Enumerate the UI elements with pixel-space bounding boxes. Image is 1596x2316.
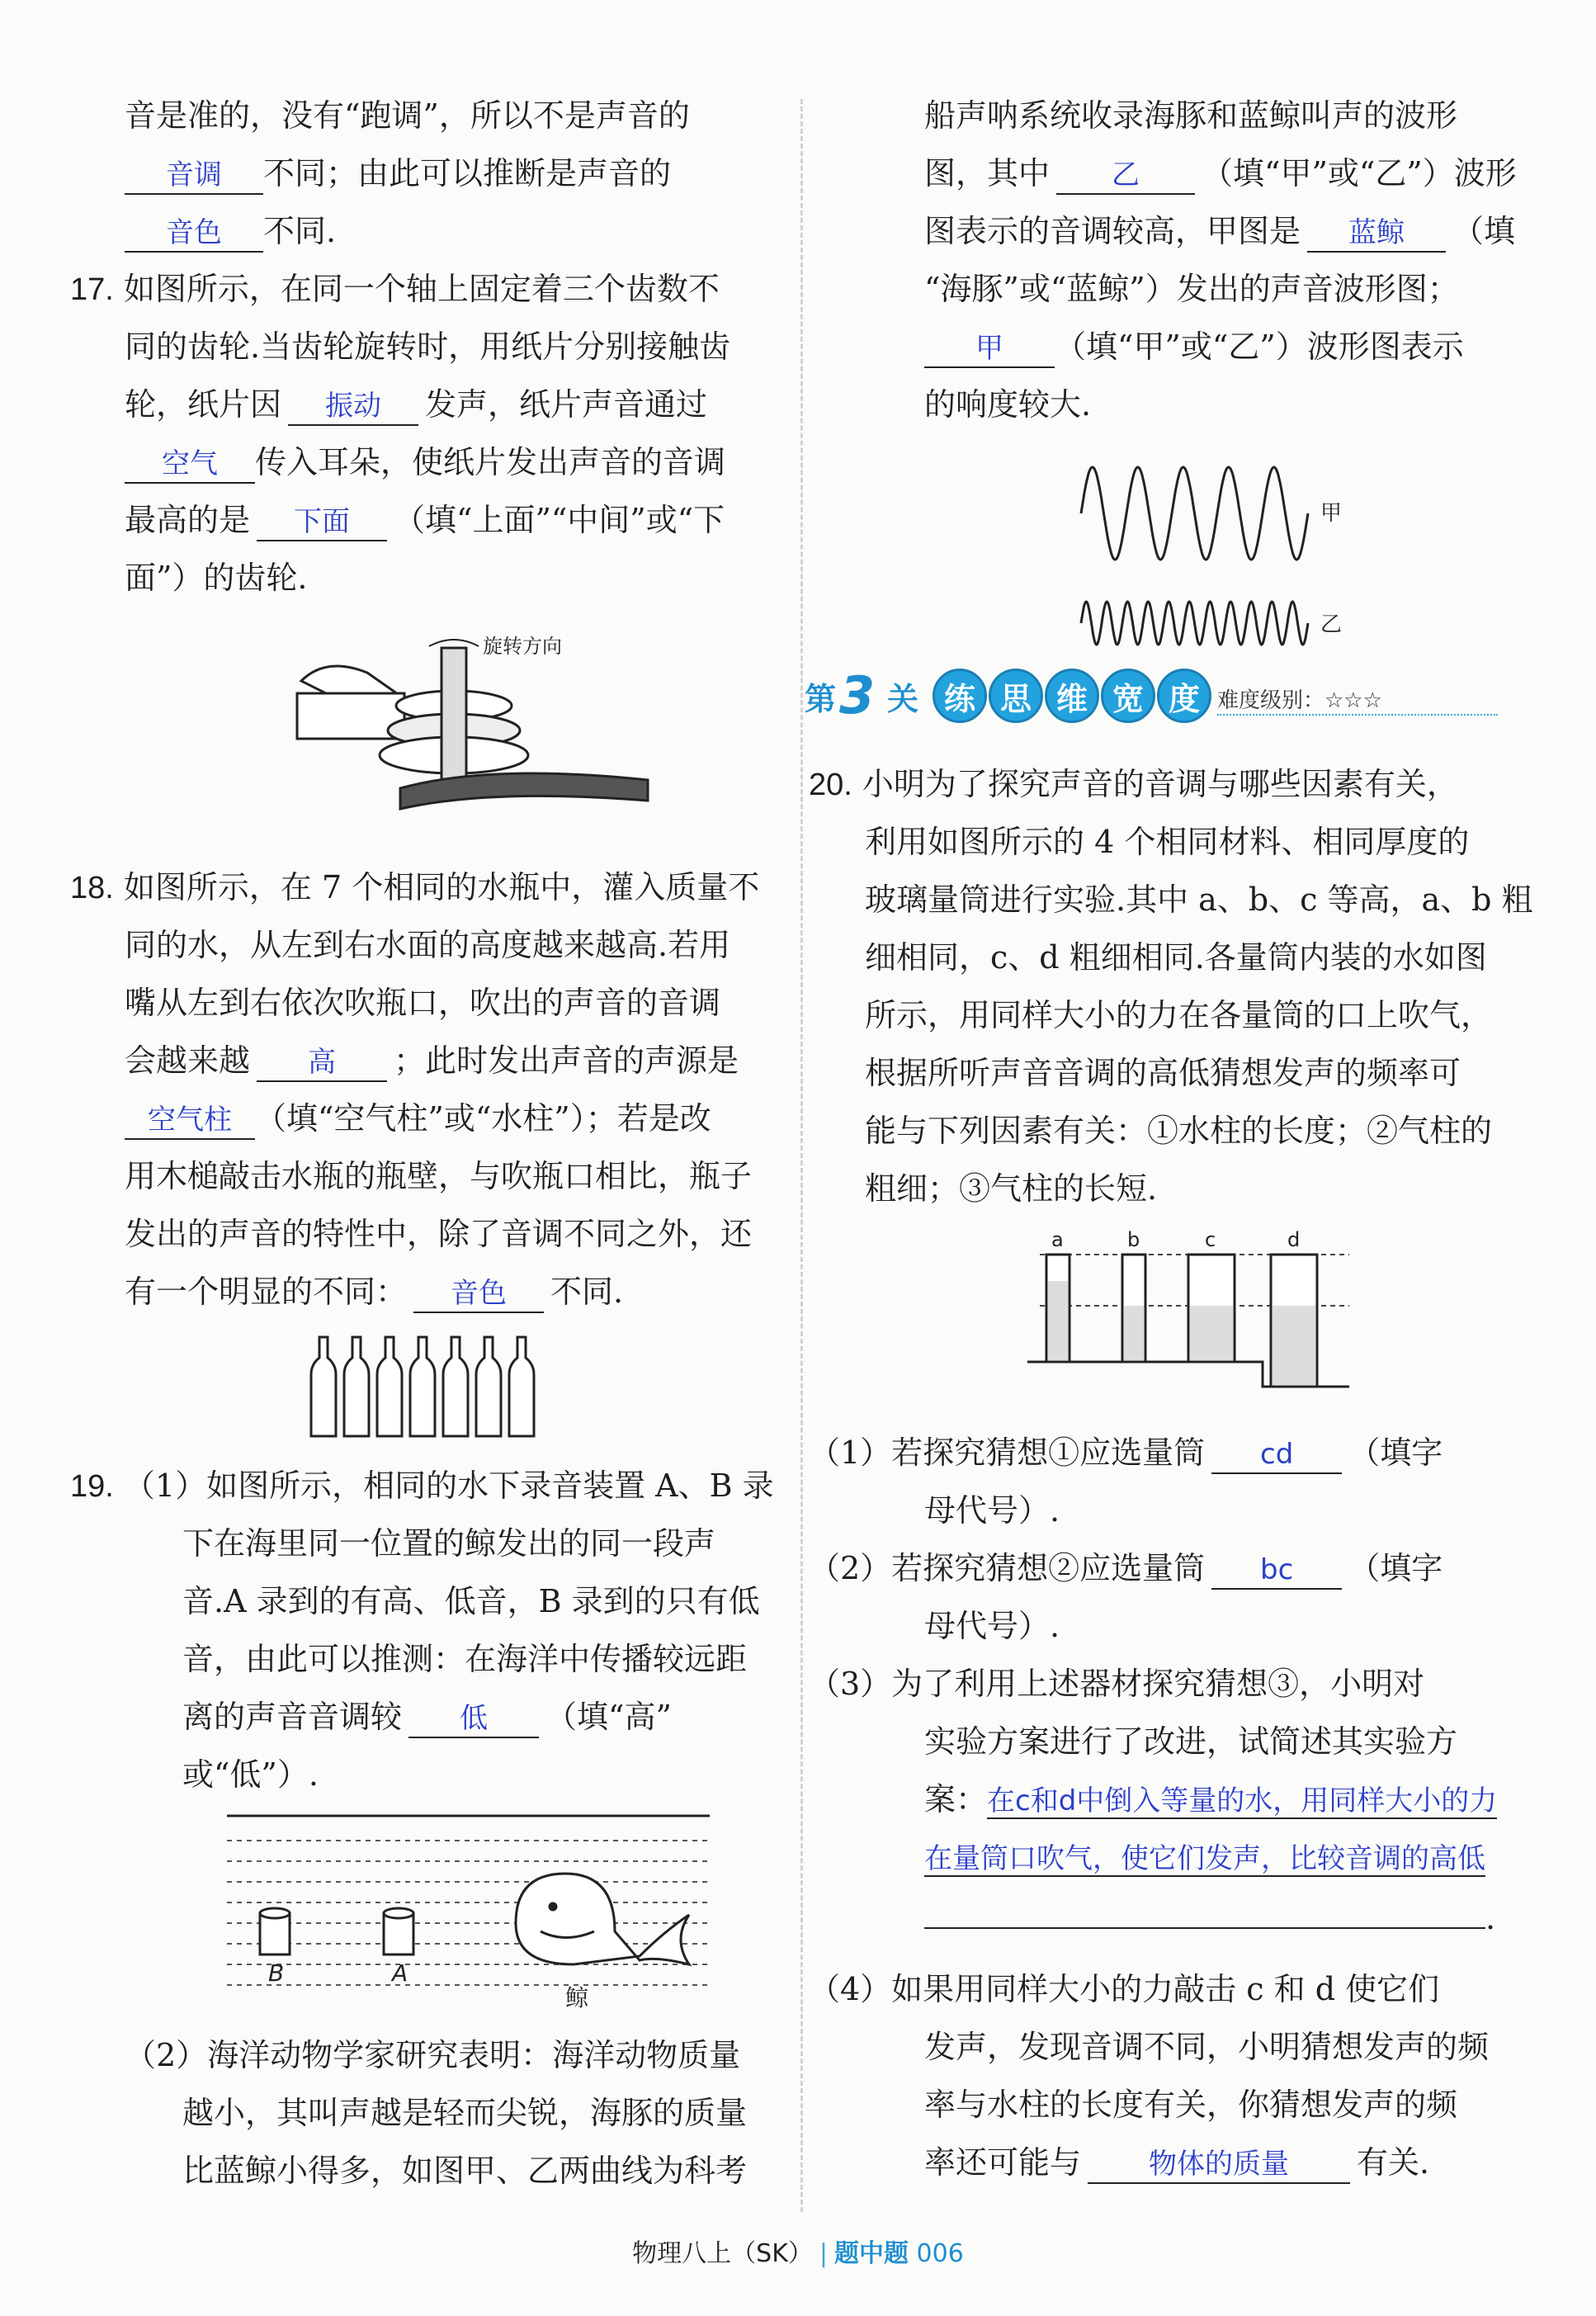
q20-answer-2: bc <box>1211 1552 1342 1590</box>
q19-right-line-5: 甲 （填“甲”或“乙”）波形图表示 <box>924 326 1464 368</box>
waveform-yi-label: 乙 <box>1320 612 1343 637</box>
q16-answer-2: 音色 <box>125 215 263 253</box>
q20-line-4: 细相同，c、d 粗细相同.各量筒内装的水如图 <box>865 939 1487 976</box>
bottle <box>476 1337 501 1436</box>
section-title-char: 宽 <box>1101 669 1155 723</box>
q19-right-line-2: 图，其中 乙 （填“甲”或“乙”）波形 <box>924 153 1517 195</box>
q17-line-2: 同的齿轮.当齿轮旋转时，用纸片分别接触齿 <box>125 328 731 365</box>
section-dotted-rule <box>1217 714 1498 716</box>
footer-separator: | <box>819 2239 828 2268</box>
water-lines <box>227 1841 710 1985</box>
q17-line-4: 空气 传入耳朵，使纸片发出声音的音调 <box>125 442 725 484</box>
q20-sub2-line-2: 母代号）. <box>924 1608 1060 1644</box>
footer-book-title: 物理八上（SK） <box>632 2239 813 2268</box>
bottle <box>509 1337 534 1436</box>
q18-line-7: 发出的声音的特性中，除了音调不同之外，还 <box>125 1216 753 1252</box>
q18-number: 18. <box>70 871 114 905</box>
section-di: 第 <box>805 681 837 717</box>
svg-text:d: d <box>1287 1230 1301 1251</box>
q17-number: 17. <box>70 272 114 307</box>
q20-answer-3a: 在c和d中倒入等量的水，用同样大小的力 <box>987 1784 1498 1817</box>
page-footer <box>0 2233 1596 2269</box>
recorder-B <box>260 1908 290 1954</box>
q20-answer-3b: 在量筒口吹气，使它们发声，比较音调的高低 <box>924 1842 1485 1875</box>
footer-page-number: 006 <box>916 2239 964 2268</box>
q17-answer-1: 振动 <box>288 388 418 426</box>
q20-number: 20. <box>809 768 852 802</box>
q17-answer-2: 空气 <box>125 446 255 484</box>
q20-line-5: 所示，用同样大小的力在各量筒的口上吹气， <box>865 997 1493 1033</box>
footer-brand: 题中题 <box>834 2239 909 2268</box>
q18-answer-2: 空气柱 <box>125 1102 255 1140</box>
q20-line-3: 玻璃量筒进行实验.其中 a、b、c 等高，a、b 粗 <box>865 881 1533 918</box>
bottle <box>377 1337 402 1436</box>
q19-right-line-6: 的响度较大. <box>924 386 1092 423</box>
svg-text:a: a <box>1051 1230 1064 1251</box>
q19-line-6: 或“低”）. <box>182 1756 319 1793</box>
bottle <box>443 1337 468 1436</box>
q20-sub3-line-1: （3）为了利用上述器材探究猜想③，小明对 <box>809 1666 1425 1702</box>
q20-sub3-line-3: 案：在c和d中倒入等量的水，用同样大小的力 <box>924 1781 1498 1817</box>
section-title-char: 维 <box>1045 669 1099 723</box>
q16-line-3: 音色 不同. <box>125 210 336 253</box>
q20-sub1-line-1: （1）若探究猜想①应选量筒 cd （填字 <box>809 1432 1443 1474</box>
q19-p2-line-3: 比蓝鲸小得多，如图甲、乙两曲线为科考 <box>182 2153 748 2189</box>
waveform-jia-label: 甲 <box>1320 501 1343 526</box>
whale <box>516 1874 689 1964</box>
bottle <box>344 1337 369 1436</box>
q20-answer-4: 物体的质量 <box>1088 2146 1350 2184</box>
ocean-figure <box>227 1808 722 2014</box>
q20-sub4-line-1: （4）如果用同样大小的力敲击 c 和 d 使它们 <box>809 1971 1440 2007</box>
rotation-arrow <box>429 640 479 646</box>
section-guan: 关 <box>887 681 919 717</box>
q20-line-6: 根据所听声音音调的高低猜想发声的频率可 <box>865 1055 1461 1091</box>
q18-line-1: 18. 如图所示，在 7 个相同的水瓶中，灌入质量不 <box>70 869 760 905</box>
q16-line-2: 音调 不同；由此可以推断是声音的 <box>125 153 671 195</box>
gear-stack <box>380 648 648 809</box>
gear-figure <box>276 623 656 813</box>
svg-text:b: b <box>1127 1230 1140 1251</box>
recorder-A-label: A <box>392 1959 408 1987</box>
tube-c <box>1188 1230 1235 1362</box>
tube-a <box>1046 1230 1070 1362</box>
q20-line-1: 20. 小明为了探究声音的音调与哪些因素有关， <box>809 766 1458 802</box>
recorder-A <box>384 1908 413 1954</box>
section-title <box>933 669 1211 721</box>
q18-answer-3: 音色 <box>413 1275 544 1313</box>
waveform-figure <box>1073 454 1353 669</box>
tube-b <box>1122 1230 1145 1362</box>
q19-p2-line-2: 越小，其叫声越是轻而尖锐，海豚的质量 <box>182 2095 748 2131</box>
q20-answer-1: cd <box>1211 1436 1342 1474</box>
q19-line-5: 离的声音音调较 低 （填“高” <box>182 1696 672 1738</box>
bottle <box>410 1337 435 1436</box>
section-title-char: 度 <box>1157 669 1211 723</box>
q19-answer-2: 乙 <box>1056 157 1195 195</box>
q20-sub3-line-2: 实验方案进行了改进，试简述其实验方 <box>924 1723 1458 1760</box>
tube-d <box>1271 1230 1317 1387</box>
q19-answer-4: 甲 <box>924 330 1055 368</box>
column-divider <box>800 99 803 2212</box>
q19-line-2: 下在海里同一位置的鲸发出的同一段声 <box>182 1525 716 1562</box>
difficulty-level: 难度级别：☆☆☆ <box>1217 688 1382 713</box>
q19-right-line-3: 图表示的音调较高，甲图是 蓝鲸 （填 <box>924 210 1515 253</box>
q18-line-6: 用木槌敲击水瓶的瓶壁，与吹瓶口相比，瓶子 <box>125 1158 753 1194</box>
q18-line-8: 有一个明显的不同： 音色 不同. <box>125 1271 623 1313</box>
q20-blank-line <box>924 1894 1485 1929</box>
q17-line-6: 面”）的齿轮. <box>125 560 308 596</box>
q20-sub3-line-4 <box>924 1836 1485 1878</box>
recorder-B-label: B <box>268 1959 285 1987</box>
q19-number: 19. <box>70 1469 114 1504</box>
section-title-char: 练 <box>933 669 987 723</box>
waveform-yi <box>1081 602 1308 645</box>
section-number: 3 <box>839 665 876 726</box>
q16-line-1: 音是准的，没有“跑调”，所以不是声音的 <box>125 97 690 134</box>
q19-line-4: 音，由此可以推测：在海洋中传播较远距 <box>182 1641 748 1677</box>
q20-sub4-line-2: 发声，发现音调不同，小明猜想发声的频 <box>924 2029 1490 2065</box>
q19-line-1: 19. （1）如图所示，相同的水下录音装置 A、B 录 <box>70 1468 774 1504</box>
q19-right-line-4: “海豚”或“蓝鲸”）发出的声音波形图； <box>924 271 1459 307</box>
q18-answer-1: 高 <box>257 1044 387 1082</box>
q18-line-2: 同的水，从左到右水面的高度越来越高.若用 <box>125 927 731 963</box>
q18-line-4: 会越来越 高 ；此时发出声音的声源是 <box>125 1040 739 1082</box>
q20-sub4-line-3: 率与水柱的长度有关，你猜想发声的频 <box>924 2087 1458 2123</box>
q17-answer-3: 下面 <box>257 503 387 541</box>
q19-answer-3: 蓝鲸 <box>1307 215 1446 253</box>
svg-text:c: c <box>1205 1230 1216 1251</box>
q20-line-8: 粗细；③气柱的长短. <box>865 1170 1158 1207</box>
q19-line-3: 音.A 录到的有高、低音，B 录到的只有低 <box>182 1583 760 1619</box>
whale-label: 鲸 <box>565 1984 589 2011</box>
q20-sub3-line-5: . <box>924 1894 1495 1939</box>
q17-line-5: 最高的是 下面 （填“上面”“中间”或“下 <box>125 499 725 541</box>
q18-line-5: 空气柱 （填“空气柱”或“水柱”）；若是改 <box>125 1098 711 1140</box>
q19-right-line-1: 船声呐系统收录海豚和蓝鲸叫声的波形 <box>924 97 1458 134</box>
q17-line-3: 轮，纸片因 振动 发声，纸片声音通过 <box>125 384 707 426</box>
bottles-figure <box>301 1333 549 1440</box>
q16-answer-1: 音调 <box>125 157 263 195</box>
q20-line-2: 利用如图所示的 4 个相同材料、相同厚度的 <box>865 824 1470 860</box>
q17-line-1: 17. 如图所示，在同一个轴上固定着三个齿数不 <box>70 271 720 307</box>
q20-sub4-line-4: 率还可能与 物体的质量 有关. <box>924 2142 1429 2184</box>
bottle <box>311 1337 336 1436</box>
section-title-char: 思 <box>989 669 1043 723</box>
rotation-label: 旋转方向 <box>483 635 562 658</box>
section-header <box>805 665 1514 726</box>
q20-sub1-line-2: 母代号）. <box>924 1492 1060 1529</box>
q19-answer-1: 低 <box>408 1700 539 1738</box>
q20-line-7: 能与下列因素有关：①水柱的长度；②气柱的 <box>865 1113 1493 1149</box>
q19-p2-line-1: （2）海洋动物学家研究表明：海洋动物质量 <box>125 2037 741 2073</box>
waveform-jia <box>1081 467 1308 560</box>
q18-line-3: 嘴从左到右依次吹瓶口，吹出的声音的音调 <box>125 985 721 1021</box>
q20-sub2-line-1: （2）若探究猜想②应选量筒 bc （填字 <box>809 1548 1443 1590</box>
tubes-figure <box>1023 1230 1353 1395</box>
